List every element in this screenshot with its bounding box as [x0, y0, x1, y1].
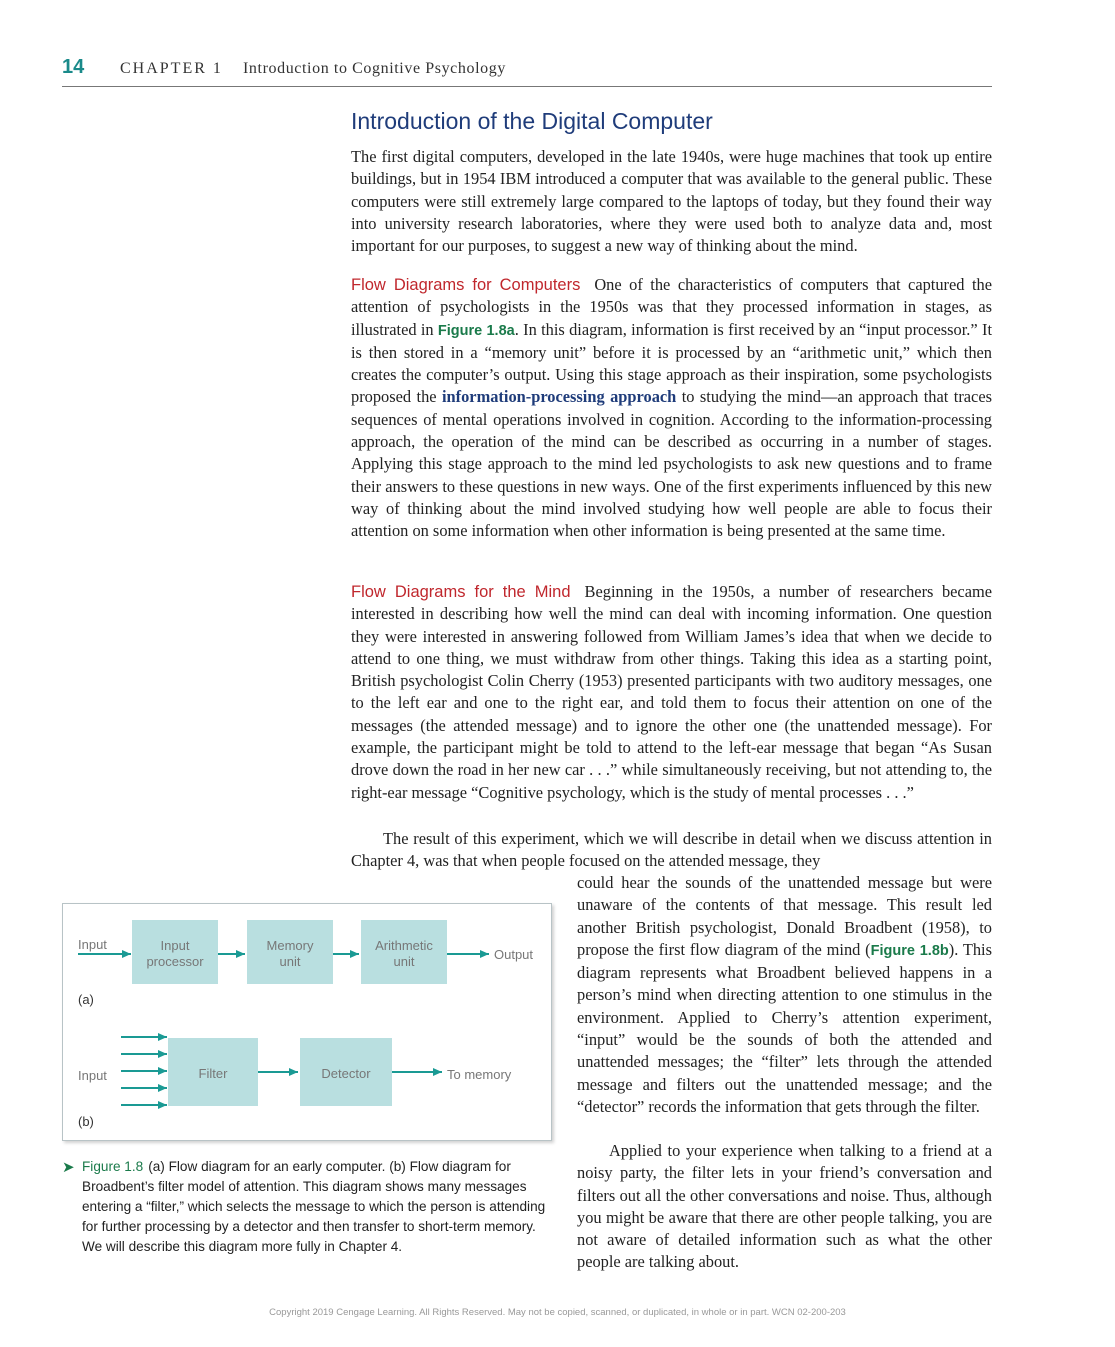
page-number: 14 — [62, 56, 85, 78]
fig-b-input-label: Input — [78, 1068, 107, 1083]
caption-lead: Figure 1.8 — [82, 1159, 144, 1174]
p5-text-a: could hear the sounds of the unattended message but were unaware of the contents of that message. This result led another British psychologist, Donald Broadbent (1958), to propose the first flow diagram of the mind ( — [577, 873, 992, 959]
paragraph-intro-text: The first digital computers, developed in the late 1940s, were huge machines that took up entire buildings, but in 1954 IBM introduced a computer that was available to the general public. These computers were still extremely large compared to the laptops of today, but they found their way into university research laboratories, where they were used both to analyze data and, most important for our purposes, to suggest a new way of thinking about the mind. — [351, 147, 992, 256]
p5-text-b: ). This diagram represents what Broadbent believed happens in a person’s mind when directing attention to one stimulus in the environment. Applied to Cherry’s attention experiment, “input” would be the sounds of both the attended and unattended messages; the “filter” lets through the attended message and filters out the unattended message; and the “detector” records the information that gets through the filter. — [577, 939, 992, 1116]
run-in-heading-computers: Flow Diagrams for Computers — [351, 276, 581, 294]
caption-arrow-icon: ➤ — [62, 1158, 75, 1176]
caption-text: (a) Flow diagram for an early computer. (b) Flow diagram for Broadbent’s filter model of attention. This diagram shows many messages entering a “filter,” which selects the message to which the person is attending for further processing by a detector and then transfer to short-term memory. We will describe this diagram more fully in Chapter 4. — [82, 1159, 546, 1254]
p2-text-a: One of the characteristics of computers that captured the attention of psychologists in the 1950s was that they processed information in stages, as illustrated in — [351, 275, 992, 339]
figure-1-8 — [62, 903, 552, 1141]
figure-caption — [82, 1157, 554, 1257]
run-in-heading-mind: Flow Diagrams for the Mind — [351, 583, 571, 601]
p2-text-c: to studying the mind—an approach that traces sequences of mental operations involved in cognition. According to the information-processing approach, the operation of the mind can be described as occurring in a number of stages. Applying this stage approach to the mind led psychologists to ask new questions and to frame their answers to these questions in new ways. One of the first experiments influenced by this new way of thinking about the mind involved studying how well people are able to focus their attention on some information when other information is being presented at the same time. — [351, 387, 992, 541]
p3-text: Beginning in the 1950s, a number of researchers became interested in describing how well the mind can deal with incoming information. One question they were interested in answering followed from William James’s idea that when we decide to attend to one thing, we must withdraw from other things. Taking this idea as a starting point, British psychologist Colin Cherry (1953) presented participants with two auditory messages, one to the left ear and one to the right ear, and told them to focus their attention on one of the messages (the attended message) and to ignore the other one (the unattended message). For example, the participant might be told to attend to the left-ear message that began “As Susan drove down the road in her new car . . .” while simultaneously receiving, but not attending to, the right-ear message “Cognitive psychology, which is the study of mental processes . . .” — [351, 582, 992, 802]
fig-a-output-label: Output — [494, 947, 534, 962]
fig-b-filter-label: Filter — [198, 1066, 228, 1081]
fig-a-box2-line2: unit — [279, 954, 301, 969]
chapter-label: CHAPTER 1 — [120, 60, 223, 77]
paragraph-flow-mind — [351, 581, 992, 804]
fig-a-box1-line2: processor — [146, 954, 204, 969]
figure-ref-1-8a[interactable]: Figure 1.8a — [437, 322, 515, 339]
paragraph-flow-computers — [351, 274, 992, 543]
fig-a-box3-line2: unit — [393, 954, 415, 969]
paragraph-broadbent — [577, 872, 992, 1118]
chapter-title: Introduction to Cognitive Psychology — [243, 60, 506, 77]
fig-b-to-memory-label: To memory — [447, 1067, 512, 1082]
paragraph-party: Applied to your experience when talking to a friend at a noisy party, the filter lets in your friend’s conversation and filters out all the other conversations and noise. Thus, although you might be aware that there are other people talking, you are not aware of detailed information such as what the other people are talking about. — [577, 1141, 992, 1272]
fig-a-box2-line1: Memory — [266, 938, 314, 953]
figure-ref-1-8b[interactable]: Figure 1.8b — [870, 942, 949, 959]
copyright-notice: Copyright 2019 Cengage Learning. All Rights Reserved. May not be copied, scanned, or duplicated, in whole or in part. WCN 02-200-203 — [269, 1307, 846, 1318]
fig-b-detector-label: Detector — [321, 1066, 371, 1081]
fig-a-box3-line1: Arithmetic — [375, 938, 433, 953]
section-heading: Introduction of the Digital Computer — [351, 108, 713, 134]
paragraph-intro — [351, 146, 992, 257]
fig-b-tag: (b) — [78, 1114, 94, 1129]
p2-text-b: . In this diagram, information is first received by an “input processor.” It is then stored in a “memory unit” before it is processed by an “arithmetic unit,” which then creates the computer’s output. Using this stage approach as their inspiration, some psychologists proposed the — [351, 319, 992, 407]
fig-a-input-label: Input — [78, 937, 107, 952]
p4-text: The result of this experiment, which we will describe in detail when we discuss attention in Chapter 4, was that when people focused on the attended message, they — [351, 829, 992, 871]
paragraph-result — [351, 828, 992, 873]
fig-a-box1-line1: Input — [160, 938, 190, 953]
fig-a-tag: (a) — [78, 992, 94, 1007]
flow-diagram-svg — [63, 904, 551, 1140]
header-rule — [62, 86, 992, 87]
key-term-information-processing: information-processing approach — [441, 387, 677, 407]
